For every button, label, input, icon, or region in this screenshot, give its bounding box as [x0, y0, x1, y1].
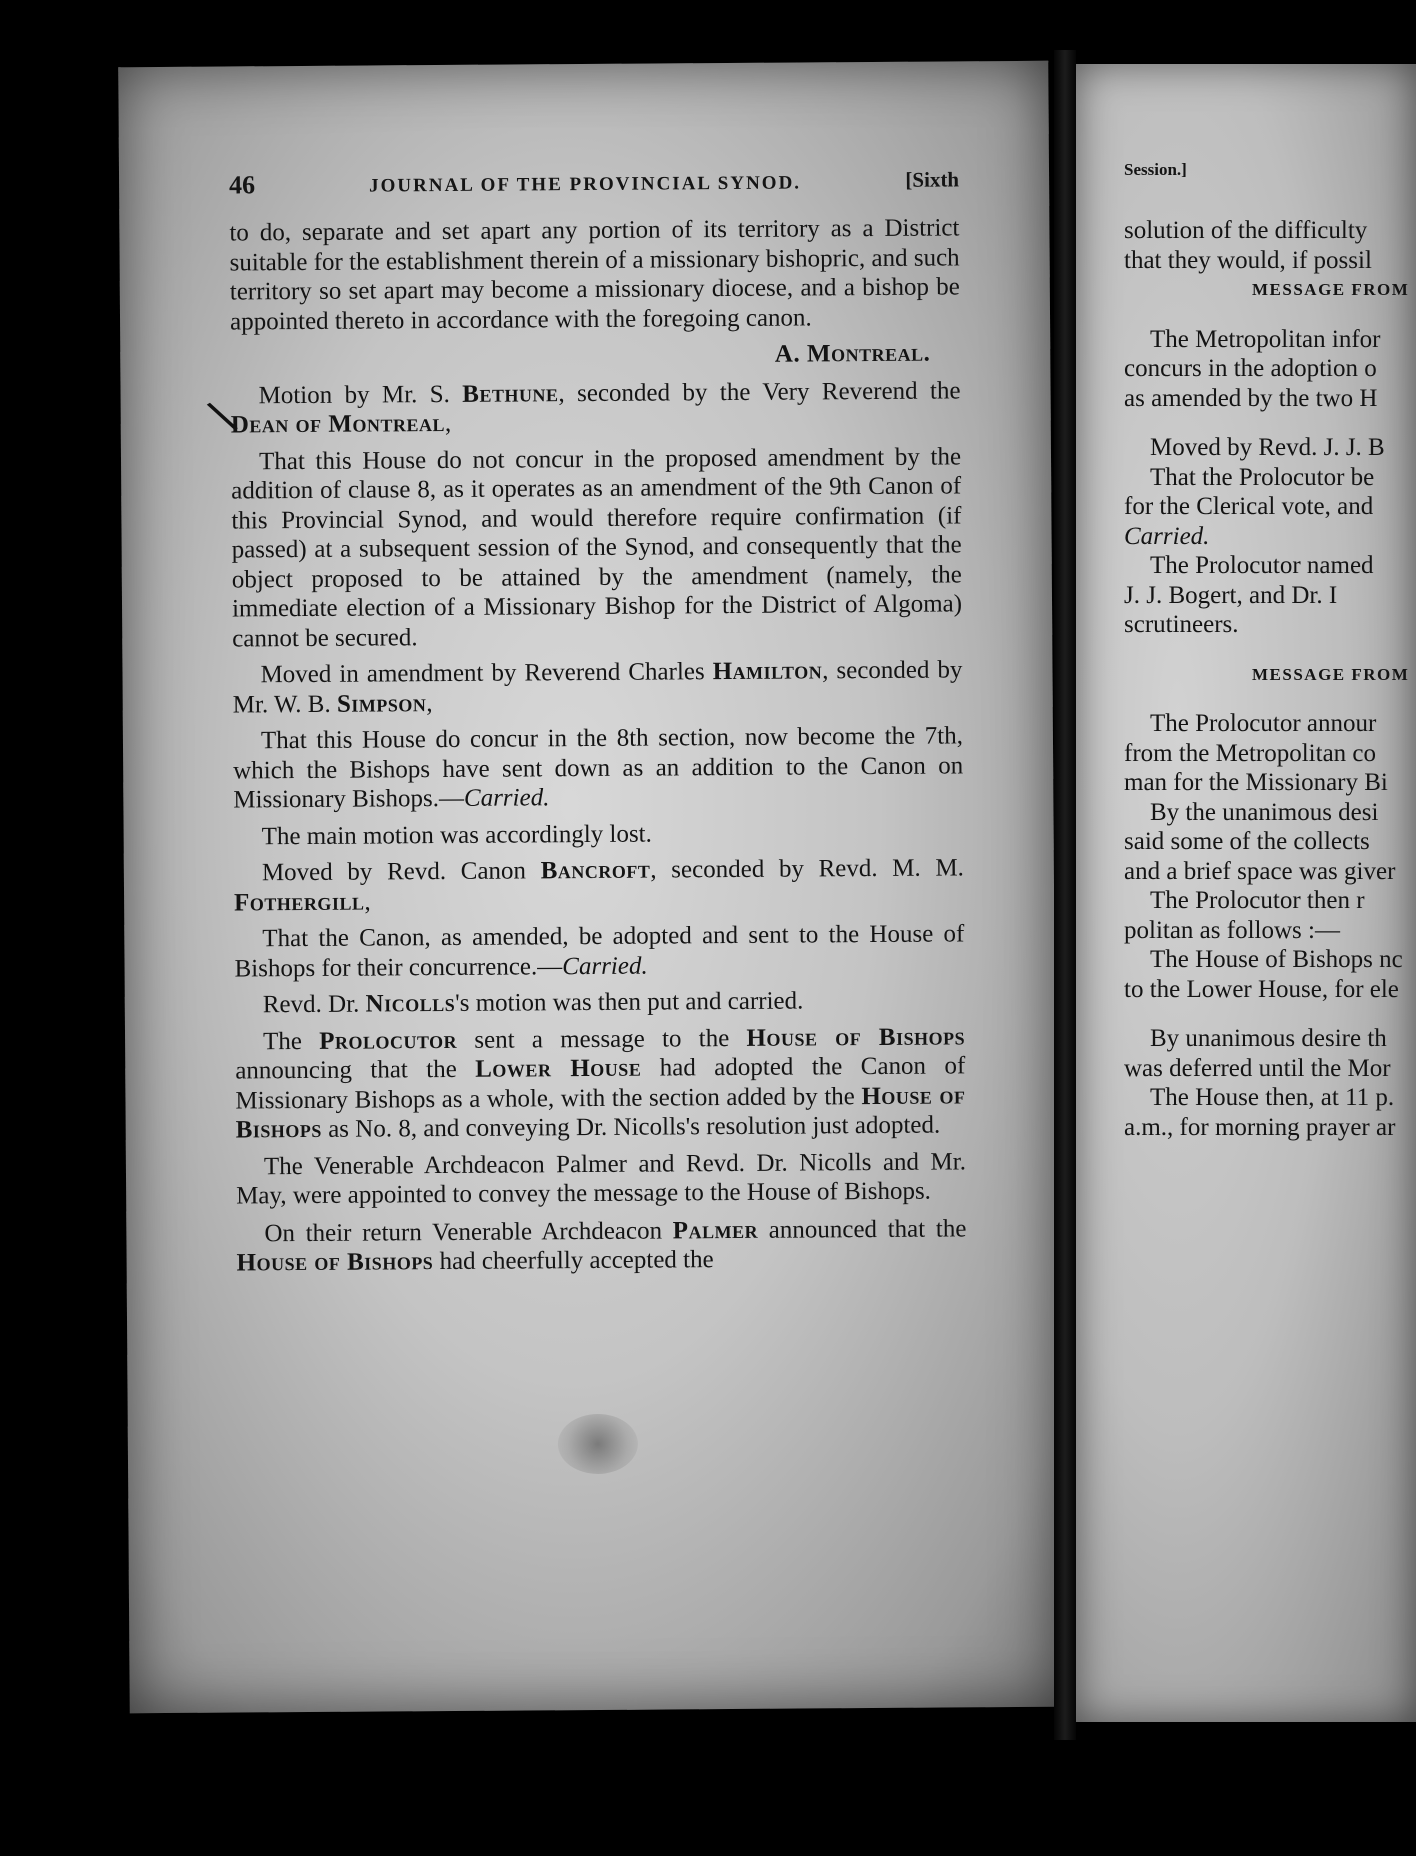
text-line: By the unanimous desi: [1150, 798, 1379, 826]
text-run: Moved by Revd. Canon: [261, 857, 541, 887]
page-header: [229, 165, 959, 206]
text-line: concurs in the adoption o: [1124, 355, 1377, 382]
text-line: said some of the collects: [1124, 828, 1370, 855]
lower-house: Lower House: [475, 1054, 642, 1083]
text-line: man for the Missionary Bi: [1124, 769, 1388, 796]
name-fothergill: Fothergill: [234, 888, 365, 916]
text-line: Moved by Revd. J. J. B: [1150, 434, 1385, 461]
ink-smudge: [558, 1414, 638, 1475]
text-line: for the Clerical vote, and: [1124, 493, 1374, 520]
text-run: 's motion was then put and carried.: [455, 987, 804, 1017]
text-run: ,: [426, 689, 433, 717]
text-run: That this House do concur in the 8th section, now become the 7th, which the Bishops have sent down as an addition to the Canon on Missionary Bishops.—: [233, 722, 964, 814]
text-run: announced that the: [757, 1214, 967, 1244]
text-line: a.m., for morning prayer ar: [1124, 1113, 1396, 1141]
text-line: to the Lower House, for ele: [1124, 975, 1399, 1003]
right-body-text: [1124, 216, 1416, 1142]
spacer: [1124, 640, 1416, 660]
right-page: [1076, 64, 1416, 1722]
text-run: , seconded by Revd. M. M.: [650, 854, 964, 884]
margin-pencil-mark: \: [202, 390, 242, 442]
name-bethune: Bethune: [462, 379, 559, 408]
left-page: [118, 61, 1059, 1713]
paragraph-main-motion-lost: The main motion was accordingly lost.: [261, 820, 652, 850]
signature-montreal: A. Montreal.: [774, 339, 931, 368]
text-run: sent a message to the: [457, 1024, 747, 1054]
text-line: The Prolocutor then r: [1150, 887, 1365, 914]
text-line: The Metropolitan infor: [1150, 325, 1381, 353]
house-of-bishops: House of Bishops: [746, 1022, 966, 1052]
text-line: and a brief space was giver: [1124, 857, 1396, 885]
left-body-text: [229, 213, 966, 1285]
text-line: scrutineers.: [1124, 611, 1239, 638]
text-line: as amended by the two H: [1124, 384, 1378, 412]
text-run: The: [262, 1027, 320, 1055]
paragraph-appointed: The Venerable Archdeacon Palmer and Revd. Dr. Nicolls and Mr. May, were appointed to convey the message to the House of Bishops.: [236, 1147, 967, 1210]
name-simpson: Simpson: [336, 689, 427, 718]
text-line: By unanimous desire th: [1150, 1025, 1387, 1052]
paragraph-nicolls-motion: [235, 985, 965, 1020]
text-run: , seconded by the Very Reverend the: [558, 376, 961, 407]
house-of-bishops: House of Bishops: [235, 1081, 966, 1144]
section-heading: MESSAGE FROM: [1252, 664, 1410, 684]
session-label: Session.]: [1124, 160, 1187, 179]
title-dean-of-montreal: Dean of Montreal: [230, 409, 446, 439]
text-line: from the Metropolitan co: [1124, 739, 1377, 767]
text-run: Revd. Dr.: [262, 990, 366, 1019]
paragraph-moved-bancroft: [234, 853, 964, 917]
paragraph-canon-adopted: [234, 919, 964, 983]
name-nicolls: Nicolls: [365, 989, 456, 1018]
text-run: ,: [364, 888, 371, 916]
text-line: The House then, at 11 p.: [1150, 1084, 1395, 1111]
text-line: was deferred until the Mor: [1124, 1054, 1391, 1082]
text-run: Moved in amendment by Reverend Charles: [260, 658, 713, 689]
paragraph-resolution-concur: [233, 721, 964, 815]
carried-label: Carried.: [1124, 522, 1210, 550]
spacer: [1124, 305, 1416, 325]
text-line: solution of the difficulty: [1124, 217, 1368, 244]
text-run: On their return Venerable Archdeacon: [264, 1216, 673, 1247]
spacer: [1124, 413, 1416, 433]
text-run: ,: [444, 409, 452, 437]
text-run: Motion by Mr. S.: [258, 380, 463, 409]
page-number: 46: [228, 170, 256, 200]
text-run: had adopted the Canon of Missionary Bishops as a whole, with the section added by the: [235, 1052, 966, 1114]
text-run: as No. 8, and conveying Dr. Nicolls's resolution just adopted.: [321, 1111, 941, 1143]
paragraph-amendment-hamilton: [232, 655, 962, 719]
running-head: JOURNAL OF THE PROVINCIAL SYNOD.: [369, 172, 802, 197]
title-prolocutor: Prolocutor: [319, 1026, 458, 1055]
name-palmer: Palmer: [672, 1216, 759, 1244]
spacer: [1124, 689, 1416, 709]
text-line: The Prolocutor annour: [1150, 710, 1377, 737]
spacer: [1124, 1004, 1416, 1024]
text-line: The Prolocutor named: [1150, 552, 1374, 579]
text-run: announcing that the: [235, 1055, 476, 1085]
text-line: J. J. Bogert, and Dr. I: [1124, 581, 1338, 609]
paragraph-return: [236, 1214, 966, 1278]
text-line: That the Prolocutor be: [1150, 463, 1375, 491]
book-gutter: [1054, 50, 1076, 1740]
text-run: had cheerfully accepted the: [433, 1246, 714, 1276]
text-line: The House of Bishops nc: [1150, 946, 1403, 973]
session-label: [Sixth: [905, 167, 960, 192]
name-hamilton: Hamilton: [712, 657, 823, 686]
carried-label: Carried.: [562, 952, 648, 980]
carried-label: Carried.: [463, 784, 550, 812]
name-bancroft: Bancroft: [540, 856, 651, 885]
section-heading: MESSAGE FROM: [1252, 280, 1410, 299]
house-of-bishops: House of Bishops: [236, 1248, 434, 1277]
paragraph-resolution-not-concur: That this House do not concur in the proposed amendment by the addition of clause 8, as it operates as an amendment of the 9th Canon of this Provincial Synod, and would therefore require confirmation (if passed) at a subsequent session of the Synod, and consequently that the object proposed to be attained by the amendment (namely, the immediate election of a Missionary Bishop for the District of Algoma) cannot be secured.: [231, 442, 963, 652]
text-line: that they would, if possil: [1124, 246, 1372, 274]
text-line: politan as follows :—: [1124, 916, 1340, 944]
text-run: That the Canon, as amended, be adopted and sent to the House of Bishops for their concurrence.—: [234, 920, 965, 982]
paragraph-canon-continuation: to do, separate and set apart any portion of its territory as a District suitable for the establishment therein of a missionary bishopric, and such territory so set apart may become a missionary diocese, and a bishop be appointed thereto in accordance with the foregoing canon.: [229, 214, 960, 335]
paragraph-motion-bethune: [230, 376, 960, 440]
paragraph-message-sent: [235, 1022, 966, 1145]
text-run: , seconded by Mr. W. B.: [232, 656, 963, 718]
